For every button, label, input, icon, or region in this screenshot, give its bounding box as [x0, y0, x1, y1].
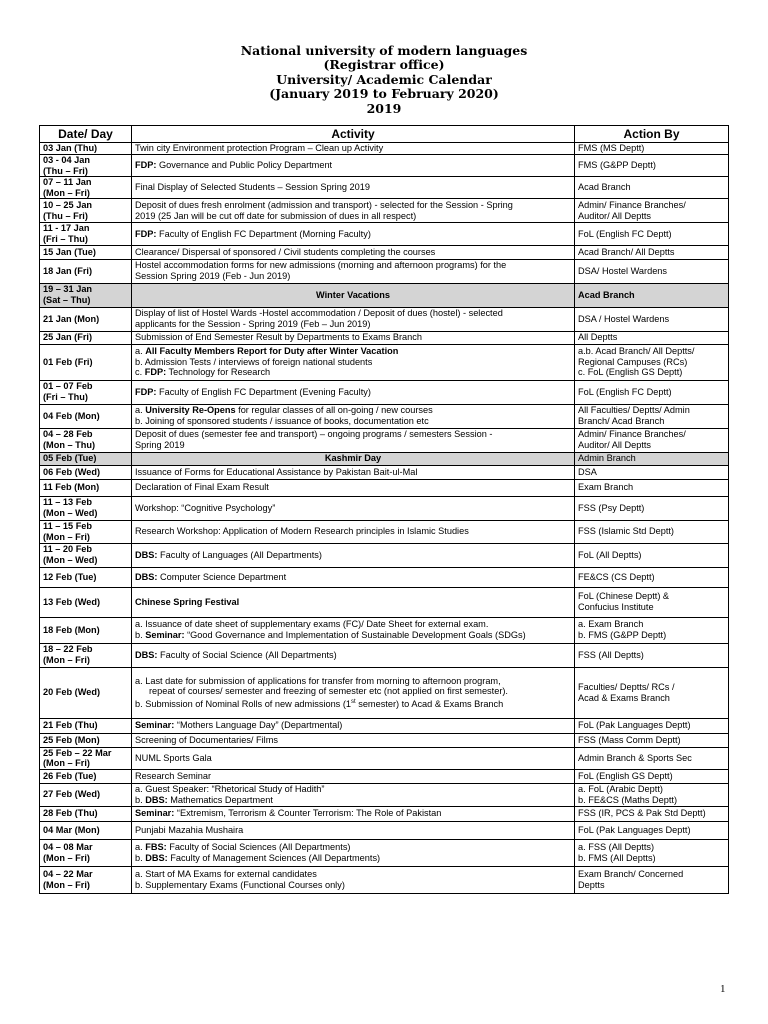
action-by-cell — [575, 747, 729, 769]
date-line: 21 Feb (Thu) — [43, 720, 98, 731]
date-line: 04 Mar (Mon) — [43, 824, 100, 835]
action-by-cell — [575, 806, 729, 821]
activity-line: Final Display of Selected Students – Session Spring 2019 — [135, 182, 370, 193]
date-cell — [40, 465, 132, 479]
calendar-row — [40, 643, 729, 667]
date-cell — [40, 143, 132, 155]
action-by-cell — [575, 245, 729, 259]
activity-line: DBS: Computer Science Department — [135, 571, 287, 582]
calendar-row — [40, 223, 729, 245]
action-by-cell — [575, 520, 729, 543]
date-line: (Mon – Wed) — [43, 555, 98, 566]
activity-line: b. Supplementary Exams (Functional Courses only) — [135, 879, 345, 890]
activity-cell — [132, 177, 575, 199]
date-line: 05 Feb (Tue) — [43, 453, 97, 464]
date-cell — [40, 496, 132, 520]
activity-line: NUML Sports Gala — [135, 752, 212, 763]
date-line: 11 - 17 Jan — [43, 223, 90, 234]
action-by-line: FoL (English FC Deptt) — [578, 386, 672, 397]
calendar-row — [40, 839, 729, 866]
calendar-row — [40, 307, 729, 331]
calendar-row — [40, 783, 729, 806]
activity-line: a. Guest Speaker: “Rhetorical Study of Hadith” — [135, 784, 325, 795]
calendar-row — [40, 344, 729, 380]
date-line: 01 Feb (Fri) — [43, 356, 93, 367]
activity-line: Hostel accommodation forms for new admissions (morning and afternoon programs) for the — [135, 260, 507, 271]
activity-line: Deposit of dues fresh enrolment (admission and transport) - selected for the Session - Spring — [135, 200, 513, 211]
action-by-cell — [575, 866, 729, 893]
calendar-row — [40, 380, 729, 404]
action-by-line: Deptts — [578, 879, 605, 890]
date-cell — [40, 331, 132, 344]
activity-line: Screening of Documentaries/ Films — [135, 734, 278, 745]
date-cell — [40, 866, 132, 893]
date-cell — [40, 177, 132, 199]
action-by-line: All Faculties/ Deptts/ Admin — [578, 405, 690, 416]
calendar-row — [40, 428, 729, 452]
date-line: 01 – 07 Feb — [43, 381, 93, 392]
action-by-line: b. FE&CS (Maths Deptt) — [578, 794, 678, 805]
activity-cell — [132, 806, 575, 821]
calendar-row — [40, 747, 729, 769]
date-cell — [40, 155, 132, 177]
activity-cell — [132, 543, 575, 567]
action-by-line: a.b. Acad Branch/ All Deptts/ — [578, 346, 695, 357]
action-by-cell — [575, 259, 729, 283]
action-by-cell — [575, 155, 729, 177]
action-by-line: a. FoL (Arabic Deptt) — [578, 784, 663, 795]
activity-line: Spring 2019 — [135, 440, 185, 451]
calendar-row — [40, 199, 729, 223]
date-line: 20 Feb (Wed) — [43, 687, 101, 698]
calendar-row — [40, 155, 729, 177]
activity-cell: Kashmir Day — [132, 452, 575, 465]
date-line: (Mon – Fri) — [43, 852, 90, 863]
action-by-cell — [575, 821, 729, 839]
action-by-cell — [575, 587, 729, 617]
action-by-cell — [575, 769, 729, 783]
action-by-cell — [575, 667, 729, 718]
action-by-line: Confucius Institute — [578, 602, 654, 613]
date-line: 04 – 28 Feb — [43, 429, 93, 440]
activity-line: Twin city Environment protection Program – Clean up Activity — [135, 143, 384, 154]
activity-line: b. DBS: Faculty of Management Sciences (All Departments) — [135, 852, 381, 863]
calendar-row — [40, 404, 729, 428]
date-line: 11 Feb (Mon) — [43, 482, 100, 493]
activity-cell — [132, 520, 575, 543]
date-line: 25 Jan (Fri) — [43, 332, 93, 343]
activity-line: a. Issuance of date sheet of supplementary exams (FC)/ Date Sheet for external exam. — [135, 619, 489, 630]
activity-cell — [132, 199, 575, 223]
activity-line: Seminar: “Mothers Language Day” (Departmental) — [135, 720, 343, 731]
action-by-cell — [575, 428, 729, 452]
date-line: (Mon – Fri) — [43, 879, 90, 890]
date-cell — [40, 452, 132, 465]
calendar-row — [40, 769, 729, 783]
date-cell — [40, 380, 132, 404]
activity-cell: Winter Vacations — [132, 283, 575, 307]
activity-cell — [132, 344, 575, 380]
calendar-row — [40, 465, 729, 479]
calendar-row — [40, 520, 729, 543]
activity-line: c. FDP: Technology for Research — [135, 367, 271, 378]
date-line: 12 Feb (Tue) — [43, 571, 97, 582]
academic-calendar-table — [39, 125, 729, 894]
date-line: 18 Feb (Mon) — [43, 624, 100, 635]
action-by-cell — [575, 479, 729, 496]
date-cell — [40, 543, 132, 567]
date-line: (Mon – Fri) — [43, 531, 90, 542]
action-by-line: Branch/ Acad Branch — [578, 416, 665, 427]
column-header-date: Date/ Day — [40, 126, 132, 143]
activity-cell — [132, 747, 575, 769]
activity-line: a. Last date for submission of applications for transfer from morning to afternoon program, — [135, 675, 501, 686]
date-cell — [40, 617, 132, 643]
activity-cell — [132, 587, 575, 617]
date-line: (Mon – Wed) — [43, 508, 98, 519]
action-by-line: Acad Branch — [578, 289, 635, 300]
activity-cell — [132, 307, 575, 331]
activity-cell — [132, 380, 575, 404]
date-cell — [40, 769, 132, 783]
activity-line: Clearance/ Dispersal of sponsored / Civil students completing the courses — [135, 246, 436, 257]
date-line: 04 – 08 Mar — [43, 842, 93, 853]
action-by-line: b. FMS (All Deptts) — [578, 852, 656, 863]
activity-line: b. Submission of Nominal Rolls of new admissions (1st semester) to Acad & Exams Branch — [135, 698, 504, 709]
calendar-row — [40, 331, 729, 344]
date-line: 21 Jan (Mon) — [43, 313, 100, 324]
calendar-row — [40, 496, 729, 520]
calendar-row — [40, 259, 729, 283]
calendar-row — [40, 452, 729, 465]
action-by-line: Admin Branch — [578, 453, 636, 464]
action-by-line: Admin Branch & Sports Sec — [578, 752, 692, 763]
activity-line: DBS: Faculty of Social Science (All Departments) — [135, 649, 337, 660]
date-cell — [40, 643, 132, 667]
activity-line: a. University Re-Opens for regular classes of all on-going / new courses — [135, 405, 433, 416]
activity-cell — [132, 783, 575, 806]
action-by-line: Admin/ Finance Branches/ — [578, 200, 686, 211]
calendar-row — [40, 245, 729, 259]
activity-line: a. FBS: Faculty of Social Sciences (All Departments) — [135, 842, 351, 853]
action-by-cell — [575, 223, 729, 245]
date-line: 18 Jan (Fri) — [43, 265, 93, 276]
date-line: (Fri – Thu) — [43, 392, 88, 403]
date-line: (Mon – Fri) — [43, 187, 90, 198]
action-by-cell — [575, 543, 729, 567]
action-by-cell — [575, 380, 729, 404]
activity-cell — [132, 769, 575, 783]
action-by-line: FoL (English FC Deptt) — [578, 228, 672, 239]
action-by-line: FoL (Pak Languages Deptt) — [578, 720, 691, 731]
activity-cell — [132, 733, 575, 747]
date-line: 18 – 22 Feb — [43, 644, 93, 655]
date-cell — [40, 283, 132, 307]
date-line: (Mon – Fri) — [43, 655, 90, 666]
calendar-row — [40, 567, 729, 587]
activity-line: Research Workshop: Application of Modern Research principles in Islamic Studies — [135, 526, 469, 537]
calendar-title: University/ Academic Calendar — [276, 71, 492, 87]
date-line: (Thu – Fri) — [43, 210, 88, 221]
action-by-line: Admin/ Finance Branches/ — [578, 429, 686, 440]
date-cell — [40, 783, 132, 806]
activity-cell — [132, 428, 575, 452]
action-by-line: Regional Campuses (RCs) — [578, 356, 688, 367]
date-line: 06 Feb (Wed) — [43, 466, 101, 477]
activity-cell — [132, 465, 575, 479]
action-by-cell — [575, 496, 729, 520]
activity-cell — [132, 245, 575, 259]
date-line: 28 Feb (Thu) — [43, 808, 98, 819]
date-cell — [40, 718, 132, 733]
date-line: 11 – 15 Feb — [43, 520, 93, 531]
action-by-line: b. FMS (G&PP Deptt) — [578, 630, 667, 641]
action-by-cell — [575, 452, 729, 465]
date-cell — [40, 839, 132, 866]
activity-line: FDP: Faculty of English FC Department (Evening Faculty) — [135, 386, 371, 397]
calendar-row — [40, 177, 729, 199]
activity-line: Declaration of Final Exam Result — [135, 482, 269, 493]
activity-line: Seminar: “Extremism, Terrorism & Counter Terrorism: The Role of Pakistan — [135, 808, 442, 819]
activity-cell — [132, 643, 575, 667]
date-line: (Fri – Thu) — [43, 233, 88, 244]
date-cell — [40, 587, 132, 617]
action-by-cell — [575, 839, 729, 866]
date-cell — [40, 567, 132, 587]
date-line: 25 Feb – 22 Mar — [43, 747, 112, 758]
activity-line: Issuance of Forms for Educational Assistance by Pakistan Bait-ul-Mal — [135, 466, 418, 477]
action-by-line: All Deptts — [578, 332, 618, 343]
activity-line: repeat of courses/ semester and freezing of semester etc (not applied on first semester). — [149, 686, 508, 697]
activity-line: FDP: Governance and Public Policy Department — [135, 160, 333, 171]
date-cell — [40, 733, 132, 747]
calendar-row — [40, 283, 729, 307]
date-cell — [40, 667, 132, 718]
action-by-line: Auditor/ All Deptts — [578, 440, 652, 451]
action-by-line: a. FSS (All Deptts) — [578, 842, 655, 853]
action-by-cell — [575, 567, 729, 587]
action-by-line: FE&CS (CS Deptt) — [578, 571, 655, 582]
activity-cell — [132, 567, 575, 587]
date-line: 10 – 25 Jan — [43, 200, 93, 211]
action-by-line: Acad Branch/ All Deptts — [578, 246, 675, 257]
action-by-line: FSS (Mass Comm Deptt) — [578, 734, 681, 745]
date-cell — [40, 404, 132, 428]
action-by-line: FSS (Islamic Std Deptt) — [578, 526, 674, 537]
activity-line: Session Spring 2019 (Feb - Jun 2019) — [135, 271, 291, 282]
action-by-cell — [575, 344, 729, 380]
activity-cell — [132, 839, 575, 866]
date-line: 11 – 20 Feb — [43, 544, 93, 555]
date-line: 13 Feb (Wed) — [43, 596, 101, 607]
calendar-row — [40, 821, 729, 839]
date-line: (Sat – Thu) — [43, 295, 91, 306]
action-by-cell — [575, 465, 729, 479]
action-by-line: Acad Branch — [578, 182, 631, 193]
document-header — [0, 44, 768, 116]
date-line: (Mon – Thu) — [43, 440, 96, 451]
date-line: 11 – 13 Feb — [43, 497, 93, 508]
action-by-cell — [575, 718, 729, 733]
action-by-line: Exam Branch/ Concerned — [578, 869, 684, 880]
action-by-cell — [575, 177, 729, 199]
activity-cell — [132, 259, 575, 283]
action-by-cell — [575, 617, 729, 643]
activity-cell — [132, 143, 575, 155]
date-line: 27 Feb (Wed) — [43, 789, 101, 800]
date-cell — [40, 245, 132, 259]
action-by-line: DSA / Hostel Wardens — [578, 313, 670, 324]
action-by-line: DSA/ Hostel Wardens — [578, 265, 668, 276]
action-by-line: c. FoL (English GS Deptt) — [578, 367, 683, 378]
date-cell — [40, 259, 132, 283]
office-name: (Registrar office) — [323, 57, 445, 73]
action-by-line: FMS (G&PP Deptt) — [578, 160, 656, 171]
activity-line: 2019 (25 Jan will be cut off date for submission of dues in all respect) — [135, 210, 417, 221]
action-by-line: FoL (Pak Languages Deptt) — [578, 824, 691, 835]
date-line: 15 Jan (Tue) — [43, 246, 96, 257]
date-cell — [40, 520, 132, 543]
activity-line: Chinese Spring Festival — [135, 596, 240, 607]
action-by-line: a. Exam Branch — [578, 619, 644, 630]
calendar-row — [40, 718, 729, 733]
university-name: National university of modern languages — [240, 43, 528, 58]
date-line: 04 Feb (Mon) — [43, 410, 100, 421]
action-by-cell — [575, 199, 729, 223]
activity-line: Research Seminar — [135, 770, 212, 781]
action-by-line: Acad & Exams Branch — [578, 692, 670, 703]
activity-cell — [132, 617, 575, 643]
activity-line: DBS: Faculty of Languages (All Departments) — [135, 549, 322, 560]
activity-cell — [132, 404, 575, 428]
calendar-row — [40, 543, 729, 567]
activity-cell — [132, 479, 575, 496]
date-line: 03 - 04 Jan — [43, 155, 90, 165]
activity-line: Punjabi Mazahia Mushaira — [135, 824, 244, 835]
activity-cell — [132, 155, 575, 177]
action-by-line: Faculties/ Deptts/ RCs / — [578, 681, 675, 692]
calendar-row — [40, 143, 729, 155]
activity-cell — [132, 223, 575, 245]
action-by-line: Exam Branch — [578, 482, 634, 493]
activity-cell — [132, 496, 575, 520]
date-line: 26 Feb (Tue) — [43, 770, 97, 781]
activity-line: b. Admission Tests / interviews of foreign national students — [135, 356, 373, 367]
date-cell — [40, 806, 132, 821]
action-by-line: FoL (Chinese Deptt) & — [578, 591, 670, 602]
calendar-row — [40, 806, 729, 821]
action-by-line: FoL (English GS Deptt) — [578, 770, 673, 781]
action-by-line: FSS (All Deptts) — [578, 649, 644, 660]
activity-cell — [132, 821, 575, 839]
action-by-line: FoL (All Deptts) — [578, 549, 642, 560]
date-cell — [40, 428, 132, 452]
action-by-cell — [575, 283, 729, 307]
date-cell — [40, 344, 132, 380]
date-line: 04 – 22 Mar — [43, 869, 93, 880]
date-cell — [40, 223, 132, 245]
activity-line: a. Start of MA Exams for external candidates — [135, 869, 317, 880]
activity-cell — [132, 718, 575, 733]
calendar-row — [40, 667, 729, 718]
action-by-cell — [575, 733, 729, 747]
action-by-cell — [575, 404, 729, 428]
activity-line: a. All Faculty Members Report for Duty after Winter Vacation — [135, 346, 399, 357]
action-by-line: Auditor/ All Deptts — [578, 210, 652, 221]
activity-line: b. DBS: Mathematics Department — [135, 794, 273, 805]
activity-line: Workshop: “Cognitive Psychology” — [135, 502, 276, 513]
column-header-activity: Activity — [132, 126, 575, 143]
date-cell — [40, 307, 132, 331]
action-by-cell — [575, 307, 729, 331]
calendar-row — [40, 866, 729, 893]
action-by-cell — [575, 143, 729, 155]
activity-line: b. Seminar: “Good Governance and Implementation of Sustainable Development Goals (SDGs) — [135, 630, 526, 641]
activity-line: Display of list of Hostel Wards -Hostel accommodation / Deposit of dues (hostel) - selected — [135, 308, 503, 319]
table-header-row — [40, 126, 729, 143]
activity-cell — [132, 667, 575, 718]
activity-line: b. Joining of sponsored students / issuance of books, documentation etc — [135, 416, 429, 427]
date-line: 03 Jan (Thu) — [43, 143, 98, 154]
date-cell — [40, 199, 132, 223]
activity-line: Deposit of dues (semester fee and transport) – ongoing programs / semesters Session - — [135, 429, 493, 440]
activity-line: Submission of End Semester Result by Departments to Exams Branch — [135, 332, 422, 343]
column-header-action-by: Action By — [575, 126, 729, 143]
calendar-period: (January 2019 to February 2020) — [269, 86, 499, 102]
action-by-line: DSA — [578, 466, 597, 477]
calendar-row — [40, 733, 729, 747]
calendar-row — [40, 479, 729, 496]
calendar-row — [40, 587, 729, 617]
date-line: (Mon – Fri) — [43, 758, 90, 769]
activity-line: FDP: Faculty of English FC Department (Morning Faculty) — [135, 228, 371, 239]
date-line: 25 Feb (Mon) — [43, 734, 100, 745]
date-cell — [40, 747, 132, 769]
date-line: 07 – 11 Jan — [43, 177, 92, 188]
action-by-cell — [575, 643, 729, 667]
activity-line: applicants for the Session - Spring 2019 (Feb – Jun 2019) — [135, 319, 371, 330]
action-by-line: FSS (IR, PCS & Pak Std Deptt) — [578, 808, 706, 819]
page-number: 1 — [720, 983, 726, 995]
calendar-rows — [40, 143, 729, 894]
activity-cell — [132, 866, 575, 893]
action-by-cell — [575, 783, 729, 806]
calendar-row — [40, 617, 729, 643]
date-cell — [40, 479, 132, 496]
action-by-cell — [575, 331, 729, 344]
date-line: 19 – 31 Jan — [43, 284, 93, 295]
date-cell — [40, 821, 132, 839]
action-by-line: FMS (MS Deptt) — [578, 143, 645, 154]
activity-cell — [132, 331, 575, 344]
calendar-year: 2019 — [366, 100, 402, 116]
action-by-line: FSS (Psy Deptt) — [578, 502, 645, 513]
date-line: (Thu – Fri) — [43, 165, 88, 176]
